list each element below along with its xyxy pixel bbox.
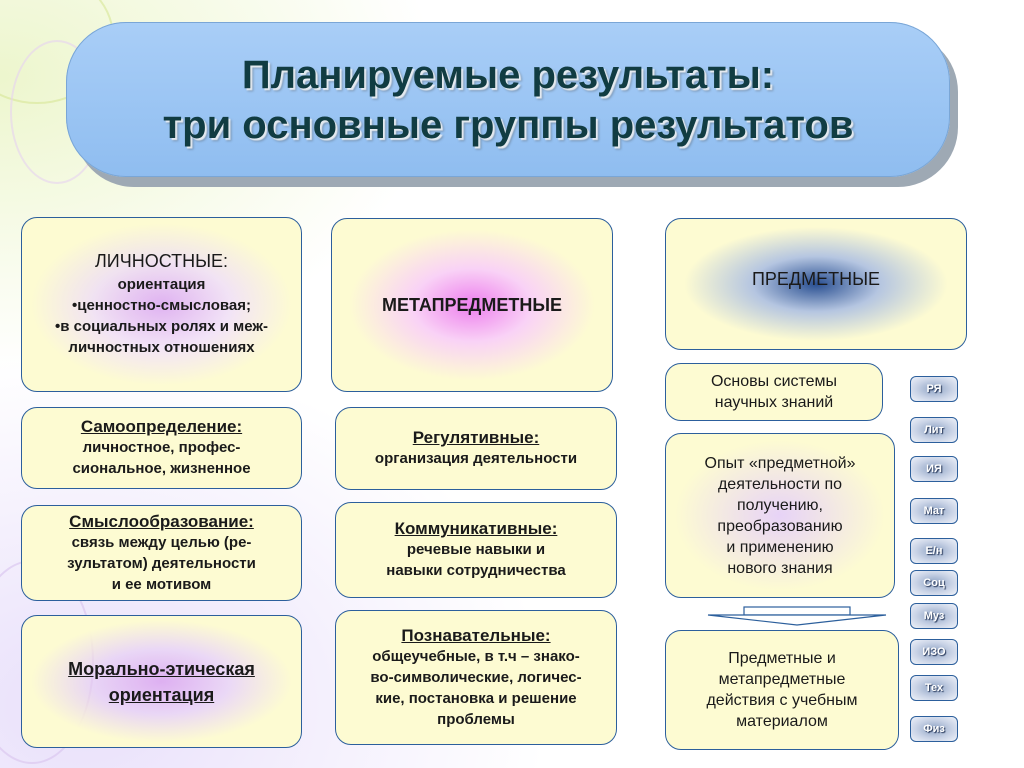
personal-line: личностных отношениях [68, 339, 255, 356]
metasubject-heading: МЕТАПРЕДМЕТНЫЕ [381, 294, 563, 315]
personal-line: •в социальных ролях и меж- [54, 318, 269, 335]
cognitive-line: кие, постановка и решение [375, 689, 577, 707]
subject-tag-music: Муз [910, 603, 958, 629]
subject-tag-technology: Тех [910, 675, 958, 701]
subject-actions-line: действия с учебным [706, 692, 858, 709]
subject-experience-line: нового знания [727, 559, 833, 577]
subject-tag-art: ИЗО [910, 639, 958, 665]
cognitive-line: во-символические, логичес- [370, 668, 582, 686]
regulative-box [335, 407, 617, 490]
cognitive-line: общеучебные, в т.ч – знако- [372, 647, 580, 665]
metasubject-results-box [331, 218, 613, 392]
subject-tag-physical-education: Физ [910, 716, 958, 742]
subject-actions-line: метапредметные [718, 671, 846, 688]
subject-tag-math: Мат [910, 498, 958, 524]
subject-actions-box [665, 630, 899, 750]
subject-experience-line: и применению [726, 538, 834, 556]
moral-ethical-line: Морально-этическая [68, 658, 255, 679]
moral-ethical-line: ориентация [108, 684, 215, 705]
subject-experience-line: получению, [737, 496, 823, 514]
title-banner [66, 22, 950, 177]
meaning-formation-heading: Смыслообразование: [69, 511, 254, 531]
meaning-formation-line: зультатом) деятельности [67, 554, 256, 572]
meaning-formation-line: связь между целью (ре- [71, 533, 252, 551]
subject-results-box [665, 218, 967, 350]
title-line-1: Планируемые результаты: [241, 52, 775, 97]
subject-tag-russian: РЯ [910, 376, 958, 402]
personal-line: •ценностно-смысловая; [71, 297, 251, 314]
cognitive-heading: Познавательные: [401, 625, 551, 645]
subject-tag-social: Соц [910, 570, 958, 596]
cognitive-line: проблемы [437, 710, 515, 728]
subject-actions-line: материалом [736, 713, 828, 730]
self-determination-heading: Самоопределение: [80, 417, 243, 436]
title-line-2: три основные группы результатов [162, 102, 854, 147]
communicative-heading: Коммуникативные: [394, 519, 558, 538]
communicative-line: навыки сотрудничества [386, 562, 566, 579]
regulative-line: организация деятельности [374, 450, 578, 467]
personal-line: ориентация [117, 276, 206, 293]
communicative-box [335, 502, 617, 598]
cognitive-box [335, 610, 617, 745]
subject-tag-natural-science: Е/н [910, 538, 958, 564]
science-basics-box [665, 363, 883, 421]
science-basics-line: научных знаний [714, 394, 834, 411]
science-basics-line: Основы системы [710, 373, 838, 390]
down-arrow-icon [706, 606, 888, 626]
self-determination-line: сиональное, жизненное [72, 460, 251, 477]
subject-experience-box [665, 433, 895, 598]
subject-experience-line: преобразованию [717, 517, 843, 535]
communicative-line: речевые навыки и [406, 541, 546, 558]
subject-actions-line: Предметные и [728, 650, 836, 667]
meaning-formation-box [21, 505, 302, 601]
subject-experience-line: Опыт «предметной» [704, 454, 856, 472]
self-determination-line: личностное, профес- [82, 439, 241, 456]
meaning-formation-line: и ее мотивом [111, 575, 212, 593]
personal-heading: ЛИЧНОСТНЫЕ: [94, 251, 229, 271]
subject-tag-foreign-language: ИЯ [910, 456, 958, 482]
subject-heading: ПРЕДМЕТНЫЕ [751, 268, 881, 289]
moral-ethical-box [21, 615, 302, 748]
subject-experience-line: деятельности по [717, 475, 843, 493]
personal-results-box [21, 217, 302, 392]
subject-tag-literature: Лит [910, 417, 958, 443]
regulative-heading: Регулятивные: [412, 428, 540, 447]
self-determination-box [21, 407, 302, 489]
